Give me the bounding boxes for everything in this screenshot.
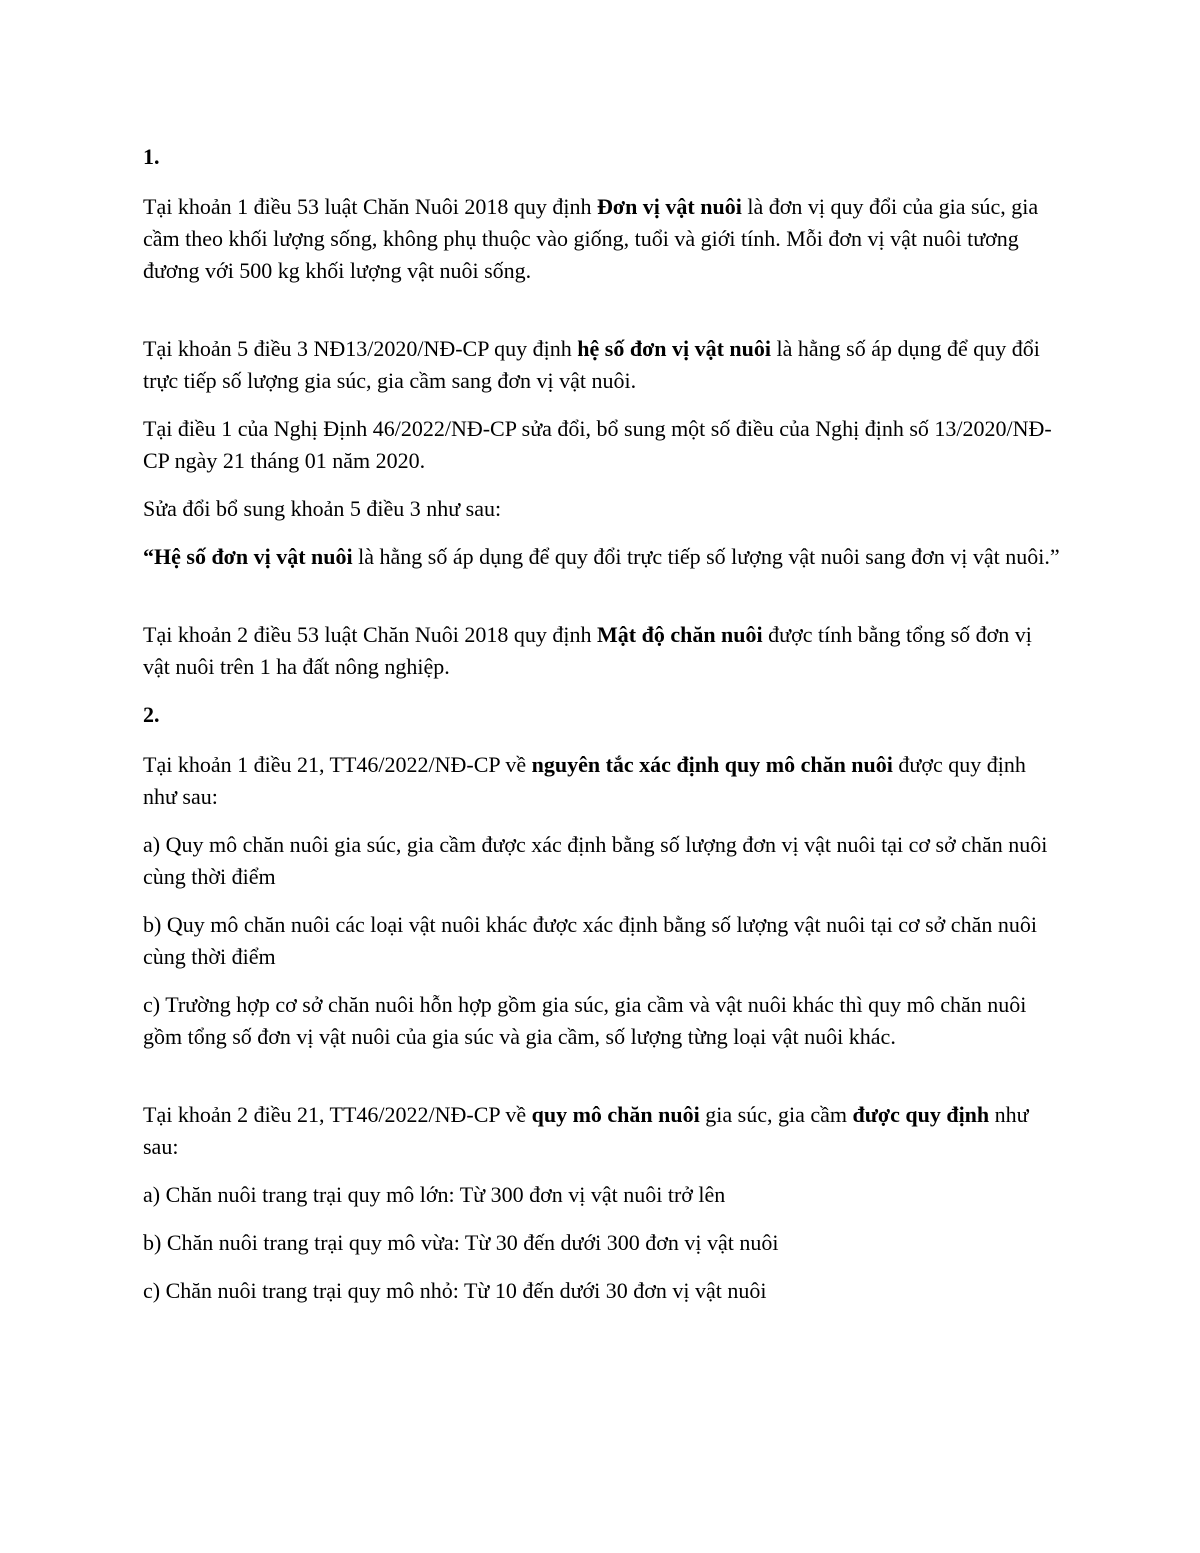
bold-term: Mật độ chăn nuôi (597, 622, 763, 647)
paragraph-nghi-dinh-46: Tại điều 1 của Nghị Định 46/2022/NĐ-CP sửa đổi, bổ sung một số điều của Nghị định số 13/2020/NĐ-CP ngày 21 tháng 01 năm 2020. (143, 416, 1052, 473)
list-item: c) Chăn nuôi trang trại quy mô nhỏ: Từ 10 đến dưới 30 đơn vị vật nuôi (143, 1278, 767, 1303)
bold-term: nguyên tắc xác định quy mô chăn nuôi (531, 752, 893, 777)
text-run: là hằng số áp dụng để quy đổi trực tiếp số lượng gia súc, gia cầm sang đơn vị vật nuôi. (143, 336, 1040, 393)
section-number-2: 2. (143, 702, 160, 727)
text-run: là đơn vị quy đổi của gia súc, gia cầm theo khối lượng sống, không phụ thuộc vào giống, tuổi và giới tính. Mỗi đơn vị vật nuôi tương đương với 500 kg khối lượng vật nuôi sống. (143, 194, 1039, 283)
bold-term: “Hệ số đơn vị vật nuôi (143, 544, 353, 569)
paragraph-sua-doi: Sửa đổi bổ sung khoản 5 điều 3 như sau: (143, 496, 502, 521)
paragraph-mat-do (143, 619, 1063, 683)
text-run: là hằng số áp dụng để quy đổi trực tiếp số lượng vật nuôi sang đơn vị vật nuôi.” (352, 544, 1060, 569)
paragraph-quote (143, 541, 1063, 573)
text-run: Tại khoản 2 điều 21, TT46/2022/NĐ-CP về (143, 1102, 532, 1127)
text-run: Tại khoản 1 điều 21, TT46/2022/NĐ-CP về (143, 752, 532, 777)
text-run: Tại khoản 1 điều 53 luật Chăn Nuôi 2018 quy định (143, 194, 597, 219)
paragraph-nguyen-tac (143, 749, 1063, 813)
bold-term: quy mô chăn nuôi (531, 1102, 700, 1127)
text-run: được tính bằng tổng số đơn vị vật nuôi trên 1 ha đất nông nghiệp. (143, 622, 1032, 679)
list-item: c) Trường hợp cơ sở chăn nuôi hỗn hợp gồm gia súc, gia cầm và vật nuôi khác thì quy mô chăn nuôi gồm tổng số đơn vị vật nuôi của gia súc và gia cầm, số lượng từng loại vật nuôi khác. (143, 992, 1027, 1049)
text-run: gia súc, gia cầm (699, 1102, 853, 1127)
paragraph-don-vi-vat-nuoi (143, 191, 1063, 287)
list-item: a) Chăn nuôi trang trại quy mô lớn: Từ 300 đơn vị vật nuôi trở lên (143, 1182, 726, 1207)
list-item: b) Quy mô chăn nuôi các loại vật nuôi khác được xác định bằng số lượng vật nuôi tại cơ sở chăn nuôi cùng thời điểm (143, 912, 1037, 969)
bold-term: hệ số đơn vị vật nuôi (577, 336, 772, 361)
text-run: được quy định như sau: (143, 752, 1026, 809)
bold-term: được quy định (852, 1102, 990, 1127)
list-item: a) Quy mô chăn nuôi gia súc, gia cầm được xác định bằng số lượng đơn vị vật nuôi tại cơ sở chăn nuôi cùng thời điểm (143, 832, 1048, 889)
bold-term: Đơn vị vật nuôi (597, 194, 742, 219)
text-run: như sau: (143, 1102, 1029, 1159)
paragraph-quy-mo (143, 1099, 1063, 1163)
section-number-1: 1. (143, 144, 160, 169)
text-run: Tại khoản 5 điều 3 NĐ13/2020/NĐ-CP quy định (143, 336, 578, 361)
document-body (143, 141, 1063, 1323)
text-run: Tại khoản 2 điều 53 luật Chăn Nuôi 2018 quy định (143, 622, 597, 647)
list-item: b) Chăn nuôi trang trại quy mô vừa: Từ 30 đến dưới 300 đơn vị vật nuôi (143, 1230, 779, 1255)
paragraph-he-so (143, 333, 1063, 397)
